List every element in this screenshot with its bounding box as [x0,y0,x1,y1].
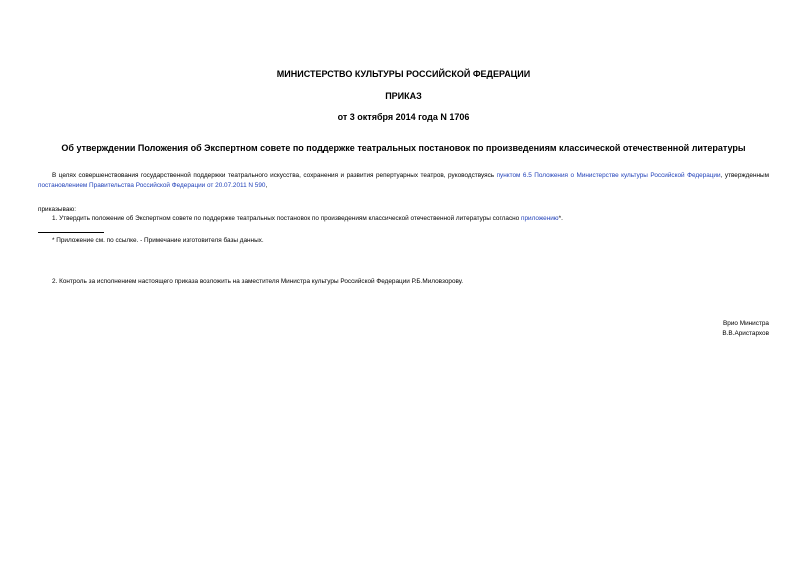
order-heading: ПРИКАЗ [385,91,422,101]
order-date: от 3 октября 2014 года N 1706 [337,112,470,122]
order-item-1 [52,214,769,224]
signature-role: Врио Министра [723,320,769,327]
ministry-heading: МИНИСТЕРСТВО КУЛЬТУРЫ РОССИЙСКОЙ ФЕДЕРАЦИИ [276,69,531,79]
intro-text-3: , [265,182,268,189]
ministry-regulation-link[interactable]: пунктом 6.5 Положения о Министерстве культуры Российской Федерации [496,172,721,179]
footnote-divider [38,232,104,233]
order-item-1-text: 1. Утвердить положение об Экспертном совете по поддержке театральных постановок по произведениям классической отечественной литературы согласно [52,215,521,222]
government-decree-link[interactable]: постановлением Правительства Российской Федерации от 20.07.2011 N 590 [38,182,266,189]
orders-word: приказываю: [38,206,76,213]
intro-paragraph [38,171,769,191]
appendix-link[interactable]: приложению [521,215,559,222]
order-item-2: 2. Контроль за исполнением настоящего приказа возложить на заместителя Министра культуры Российской Федерации Р.Б.Миловзорову. [52,278,464,285]
document-title: Об утверждении Положения об Экспертном совете по поддержке театральных постановок по произведениям классической отечественной литературы [61,143,746,153]
intro-text-1: В целях совершенствования государственной поддержки театрального искусства, сохранения и развития репертуарных театров, руководствуясь [52,172,497,179]
intro-text-2: , утвержденным [720,172,769,179]
footnote: * Приложение см. по ссылке. - Примечание изготовителя базы данных. [52,237,264,244]
signature-name: В.В.Аристархов [722,330,769,337]
order-item-1-suffix: *. [558,215,563,222]
